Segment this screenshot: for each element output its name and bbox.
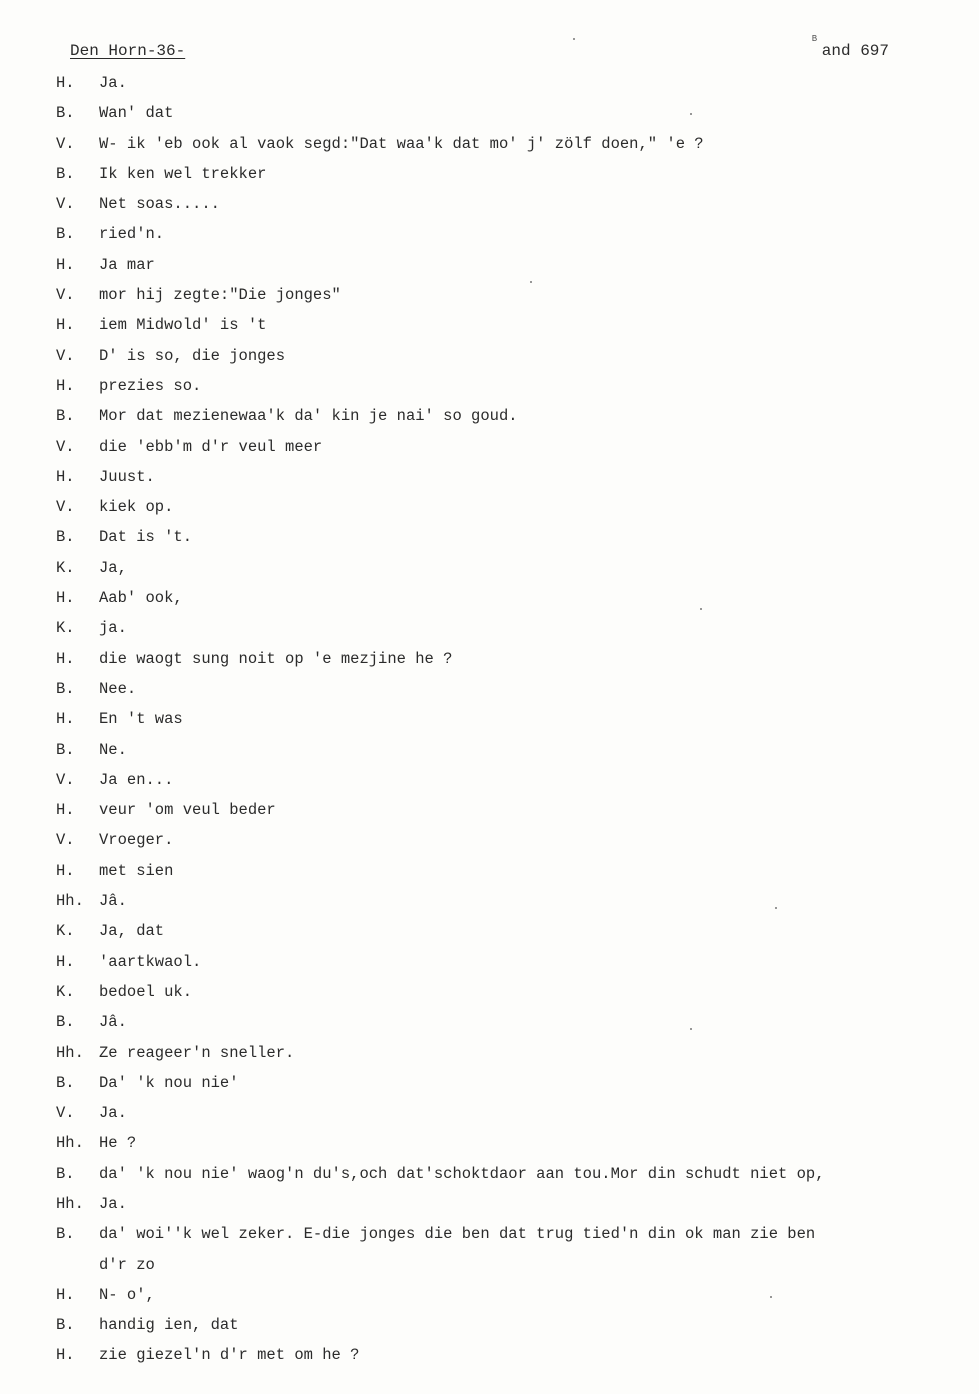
page-header <box>70 34 889 66</box>
transcript-line <box>56 522 956 552</box>
utterance-text: Ja, dat <box>99 922 165 941</box>
speaker-label: B. <box>56 104 75 123</box>
utterance-text: Mor dat mezienewaa'k da' kin je nai' so goud. <box>99 407 518 426</box>
speaker-label: H. <box>56 649 75 668</box>
transcript-line <box>56 98 956 128</box>
speaker-label: H. <box>56 801 75 820</box>
utterance-text: N- o', <box>99 1285 155 1304</box>
speaker-label: K. <box>56 982 75 1001</box>
transcript-line <box>56 1068 956 1098</box>
transcript-line <box>56 1310 956 1340</box>
transcript-line <box>56 1038 956 1068</box>
transcript-line <box>56 341 956 371</box>
transcript-line <box>56 219 956 249</box>
speaker-label: V. <box>56 437 75 456</box>
transcript-line <box>56 916 956 946</box>
transcript-line <box>56 432 956 462</box>
transcript-line <box>56 1098 956 1128</box>
transcript-line <box>56 795 956 825</box>
speaker-label: V. <box>56 498 75 517</box>
speaker-label: B. <box>56 1164 75 1183</box>
transcript-line <box>99 1250 956 1280</box>
speaker-label: B. <box>56 1073 75 1092</box>
speaker-label: K. <box>56 619 75 638</box>
scan-speck <box>775 907 777 909</box>
speaker-label: B. <box>56 407 75 426</box>
scan-speck <box>690 113 692 115</box>
transcript-line <box>56 735 956 765</box>
utterance-text: Nee. <box>99 679 137 698</box>
transcript-line <box>56 704 956 734</box>
transcript-line <box>56 1159 956 1189</box>
transcript-line <box>56 674 956 704</box>
band-label <box>811 34 889 60</box>
utterance-text: prezies so. <box>99 376 202 395</box>
transcript-lines <box>56 68 956 1371</box>
utterance-text: die waogt sung noit op 'e mezjine he ? <box>99 649 453 668</box>
transcript-line <box>56 129 956 159</box>
speaker-label: B. <box>56 528 75 547</box>
transcript-line <box>56 1007 956 1037</box>
utterance-text: Ik ken wel trekker <box>99 164 267 183</box>
transcript-line <box>56 401 956 431</box>
utterance-text: Ja. <box>99 1194 127 1213</box>
transcript-line <box>56 310 956 340</box>
speaker-label: H. <box>56 316 75 335</box>
utterance-text: kiek op. <box>99 498 174 517</box>
speaker-label: H. <box>56 861 75 880</box>
transcript-line <box>56 886 956 916</box>
utterance-text: Wan' dat <box>99 104 174 123</box>
transcript-line <box>56 462 956 492</box>
utterance-text: iem Midwold' is 't <box>99 316 267 335</box>
utterance-text: veur 'om veul beder <box>99 801 276 820</box>
scan-speck <box>530 281 532 283</box>
transcript-line <box>56 765 956 795</box>
utterance-text: En 't was <box>99 710 183 729</box>
utterance-text: Jâ. <box>99 892 127 911</box>
speaker-label: H. <box>56 952 75 971</box>
speaker-label: H. <box>56 1285 75 1304</box>
transcript-line <box>56 613 956 643</box>
utterance-text: Ja, <box>99 558 127 577</box>
speaker-label: V. <box>56 286 75 305</box>
scan-speck <box>700 608 702 610</box>
transcript-line <box>56 371 956 401</box>
utterance-text: W- ik 'eb ook al vaok segd:"Dat waa'k dat mo' j' zölf doen," 'e ? <box>99 134 704 153</box>
speaker-label: K. <box>56 922 75 941</box>
utterance-text: Ja mar <box>99 255 155 274</box>
utterance-text: Ja. <box>99 1104 127 1123</box>
speaker-label: V. <box>56 831 75 850</box>
utterance-text: da' 'k nou nie' waog'n du's,och dat'schoktdaor aan tou.Mor din schudt niet op, <box>99 1164 825 1183</box>
speaker-label: B. <box>56 1225 75 1244</box>
band-number: and 697 <box>821 42 889 60</box>
transcript-line <box>56 280 956 310</box>
speaker-label: Hh. <box>56 1043 84 1062</box>
band-mark: B <box>811 34 818 44</box>
transcript-line <box>56 1189 956 1219</box>
speaker-label: V. <box>56 1104 75 1123</box>
speaker-label: H. <box>56 255 75 274</box>
utterance-text: met sien <box>99 861 174 880</box>
transcript-line <box>56 68 956 98</box>
utterance-text: Jâ. <box>99 1013 127 1032</box>
utterance-text: die 'ebb'm d'r veul meer <box>99 437 323 456</box>
utterance-text: Dat is 't. <box>99 528 193 547</box>
document-title: Den Horn-36- <box>70 42 186 60</box>
scan-speck <box>690 1028 692 1030</box>
speaker-label: H. <box>56 376 75 395</box>
utterance-text: Net soas..... <box>99 195 220 214</box>
transcript-line <box>56 250 956 280</box>
speaker-label: B. <box>56 1013 75 1032</box>
transcript-line <box>56 856 956 886</box>
speaker-label: H. <box>56 74 75 92</box>
speaker-label: V. <box>56 195 75 214</box>
transcript-line <box>56 1340 956 1370</box>
utterance-text: zie giezel'n d'r met om he ? <box>99 1346 360 1365</box>
utterance-text: Da' 'k nou nie' <box>99 1073 239 1092</box>
transcript-line <box>56 1219 956 1249</box>
utterance-text: Ze reageer'n sneller. <box>99 1043 295 1062</box>
scan-speck <box>770 1296 772 1298</box>
speaker-label: B. <box>56 740 75 759</box>
speaker-label: V. <box>56 134 75 153</box>
transcript-line <box>56 1128 956 1158</box>
utterance-text: d'r zo <box>99 1255 155 1274</box>
utterance-text: ja. <box>99 619 127 638</box>
speaker-label: Hh. <box>56 1134 84 1153</box>
utterance-text: D' is so, die jonges <box>99 346 286 365</box>
speaker-label: V. <box>56 770 75 789</box>
utterance-text: handig ien, dat <box>99 1316 239 1335</box>
utterance-text: 'aartkwaol. <box>99 952 202 971</box>
transcript-line <box>56 644 956 674</box>
transcript-line <box>56 825 956 855</box>
transcript-line <box>56 553 956 583</box>
speaker-label: K. <box>56 558 75 577</box>
utterance-text: Ja. <box>99 74 127 92</box>
transcript-line <box>56 189 956 219</box>
speaker-label: Hh. <box>56 1194 84 1213</box>
speaker-label: B. <box>56 679 75 698</box>
utterance-text: Ne. <box>99 740 127 759</box>
utterance-text: He ? <box>99 1134 137 1153</box>
transcript-line <box>56 159 956 189</box>
utterance-text: Aab' ook, <box>99 589 183 608</box>
scan-speck <box>573 38 575 40</box>
speaker-label: B. <box>56 1316 75 1335</box>
utterance-text: ried'n. <box>99 225 165 244</box>
transcript-line <box>56 947 956 977</box>
utterance-text: Juust. <box>99 467 155 486</box>
speaker-label: Hh. <box>56 892 84 911</box>
speaker-label: H. <box>56 1346 75 1365</box>
utterance-text: mor hij zegte:"Die jonges" <box>99 286 341 305</box>
utterance-text: bedoel uk. <box>99 982 193 1001</box>
speaker-label: B. <box>56 225 75 244</box>
speaker-label: H. <box>56 710 75 729</box>
transcript-line <box>56 583 956 613</box>
speaker-label: V. <box>56 346 75 365</box>
speaker-label: H. <box>56 467 75 486</box>
utterance-text: Vroeger. <box>99 831 174 850</box>
speaker-label: B. <box>56 164 75 183</box>
transcript-line <box>56 492 956 522</box>
transcript-line <box>56 1280 956 1310</box>
utterance-text: Ja en... <box>99 770 174 789</box>
speaker-label: H. <box>56 589 75 608</box>
transcript-line <box>56 977 956 1007</box>
utterance-text: da' woi''k wel zeker. E-die jonges die ben dat trug tied'n din ok man zie ben <box>99 1225 816 1244</box>
